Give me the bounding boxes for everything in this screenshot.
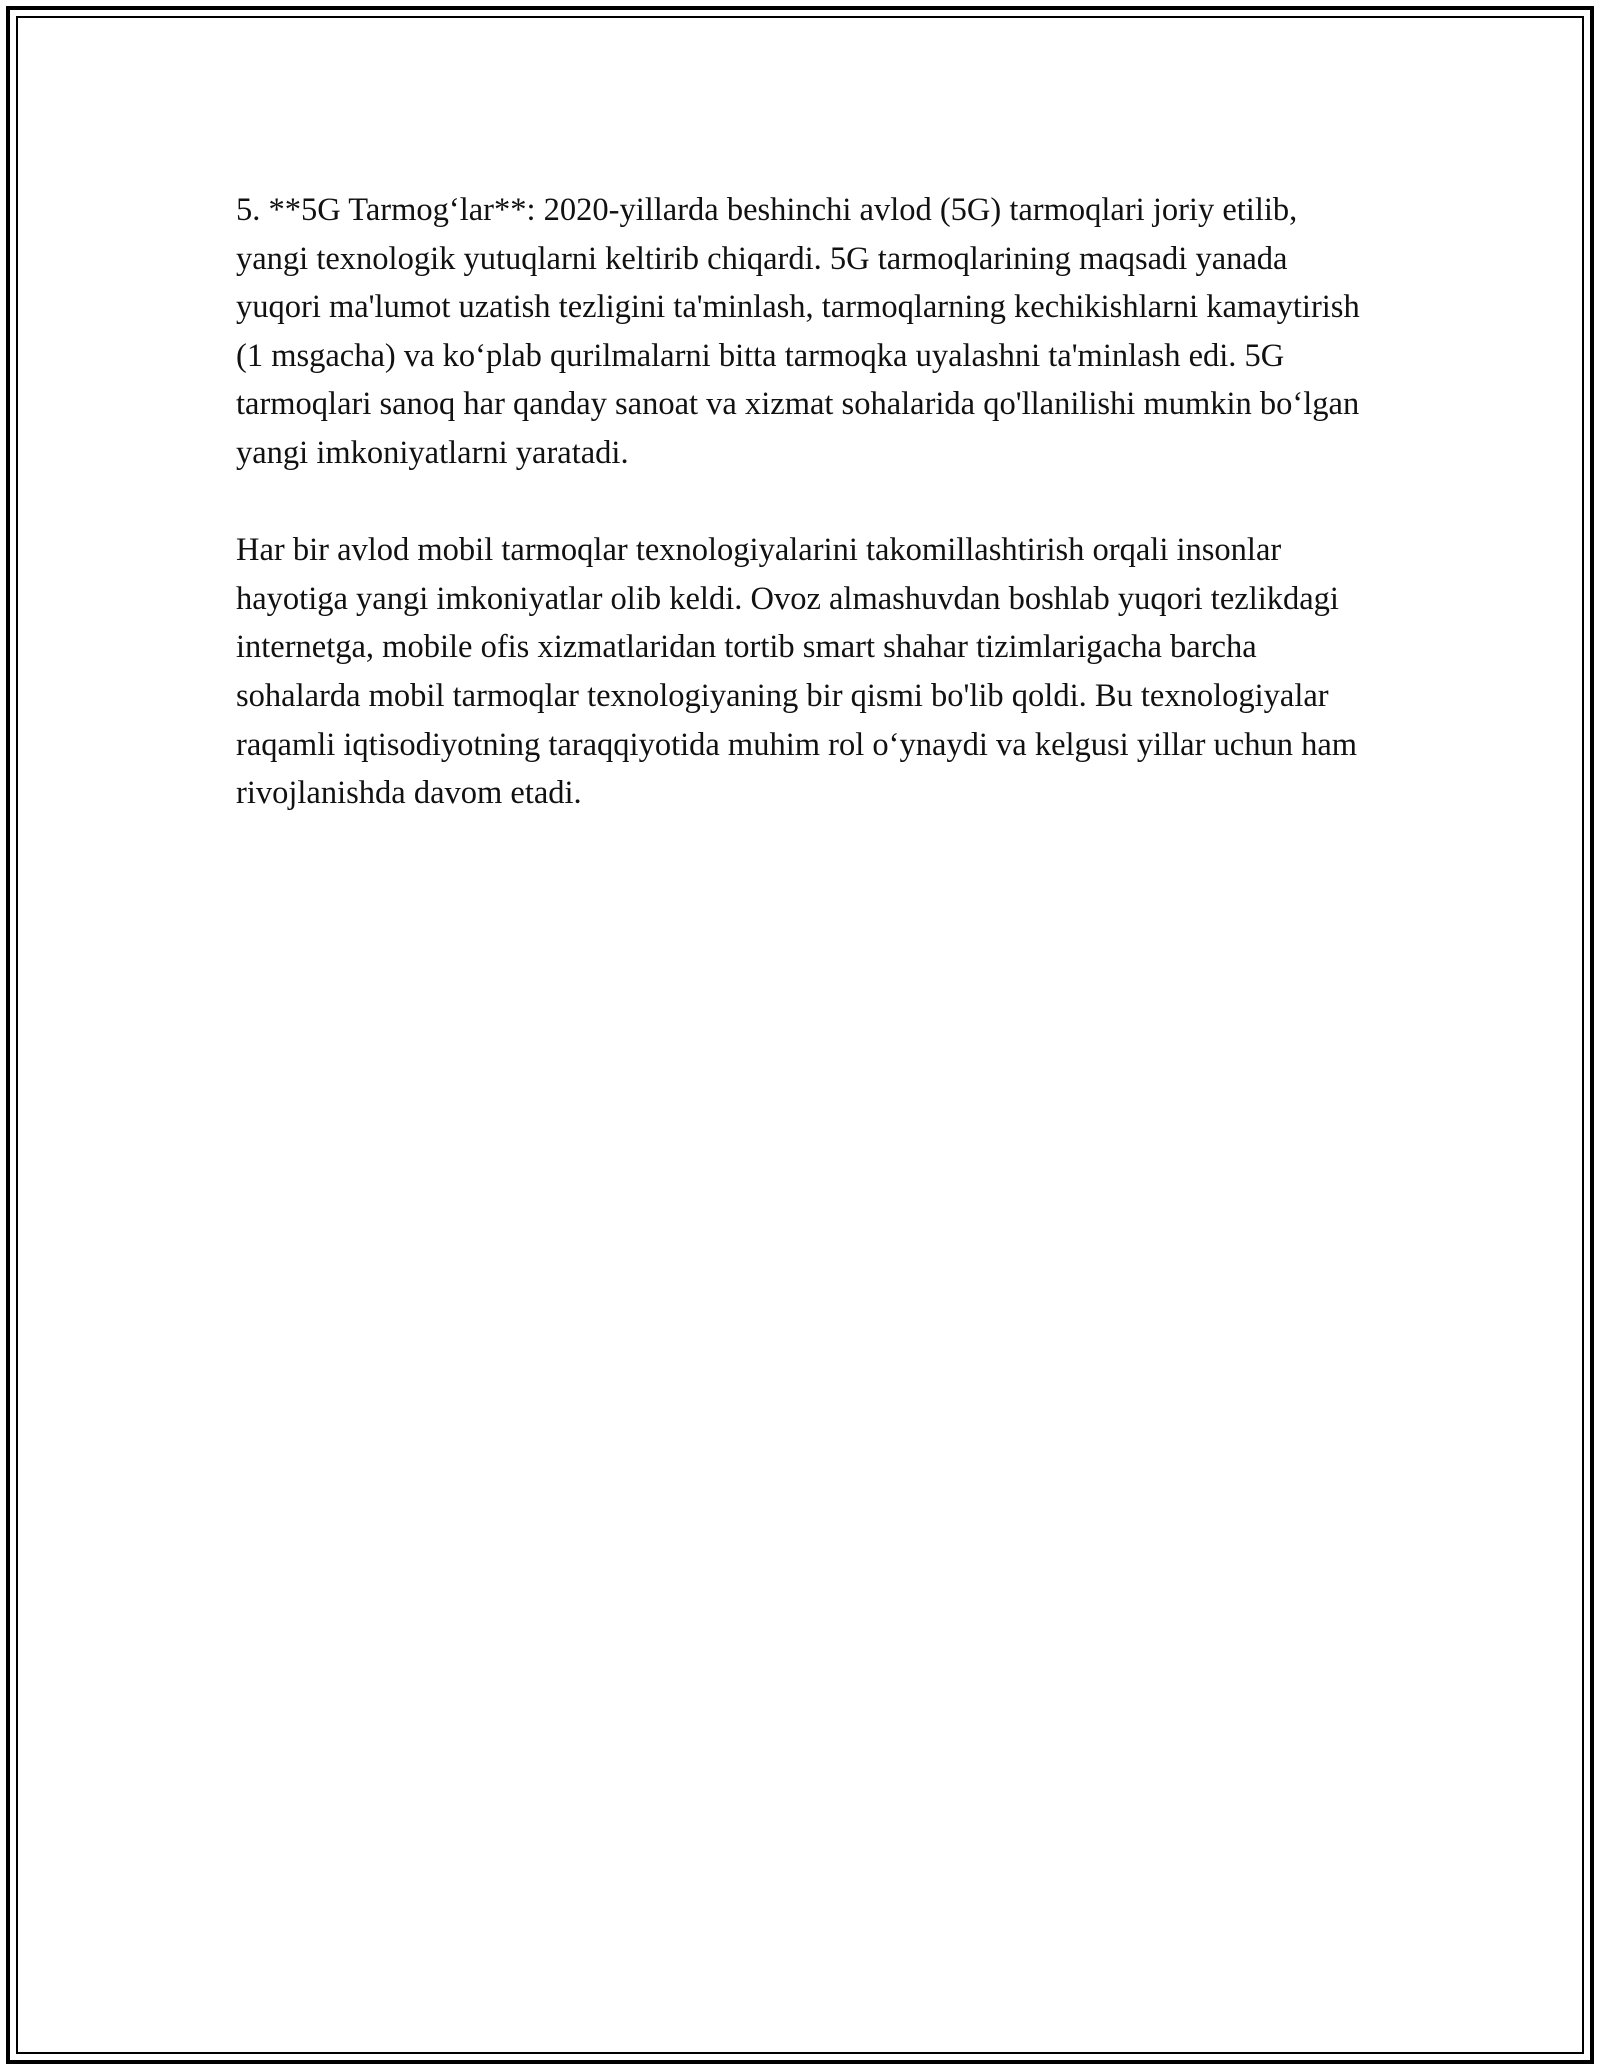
paragraph-conclusion: Har bir avlod mobil tarmoqlar texnologiyalarini takomillashtirish orqali insonlar hayotiga yangi imkoniyatlar olib keldi. Ovoz almashuvdan boshlab yuqori tezlikdagi internetga, mobile ofis xizmatlaridan tortib smart shahar tizimlarigacha barcha sohalarda mobil tarmoqlar texnologiyaning bir qismi bo'lib qoldi. Bu texnologiyalar raqamli iqtisodiyotning taraqqiyotida muhim rol o‘ynaydi va kelgusi yillar uchun ham rivojlanishda davom etadi. <box>236 532 1358 812</box>
paragraph-5g-networks: 5. **5G Tarmog‘lar**: 2020-yillarda beshinchi avlod (5G) tarmoqlari joriy etilib, yangi texnologik yutuqlarni keltirib chiqardi. 5G tarmoqlarining maqsadi yanada yuqori ma'lumot uzatish tezligini ta'minlash, tarmoqlarning kechikishlarni kamaytirish (1 msgacha) va ko‘plab qurilmalarni bitta tarmoqka uyalashni ta'minlash edi. 5G tarmoqlari sanoq har qanday sanoat va xizmat sohalarida qo'llanilishi mumkin bo‘lgan yangi imkoniyatlarni yaratadi. <box>236 192 1360 471</box>
document-body <box>236 186 1366 866</box>
